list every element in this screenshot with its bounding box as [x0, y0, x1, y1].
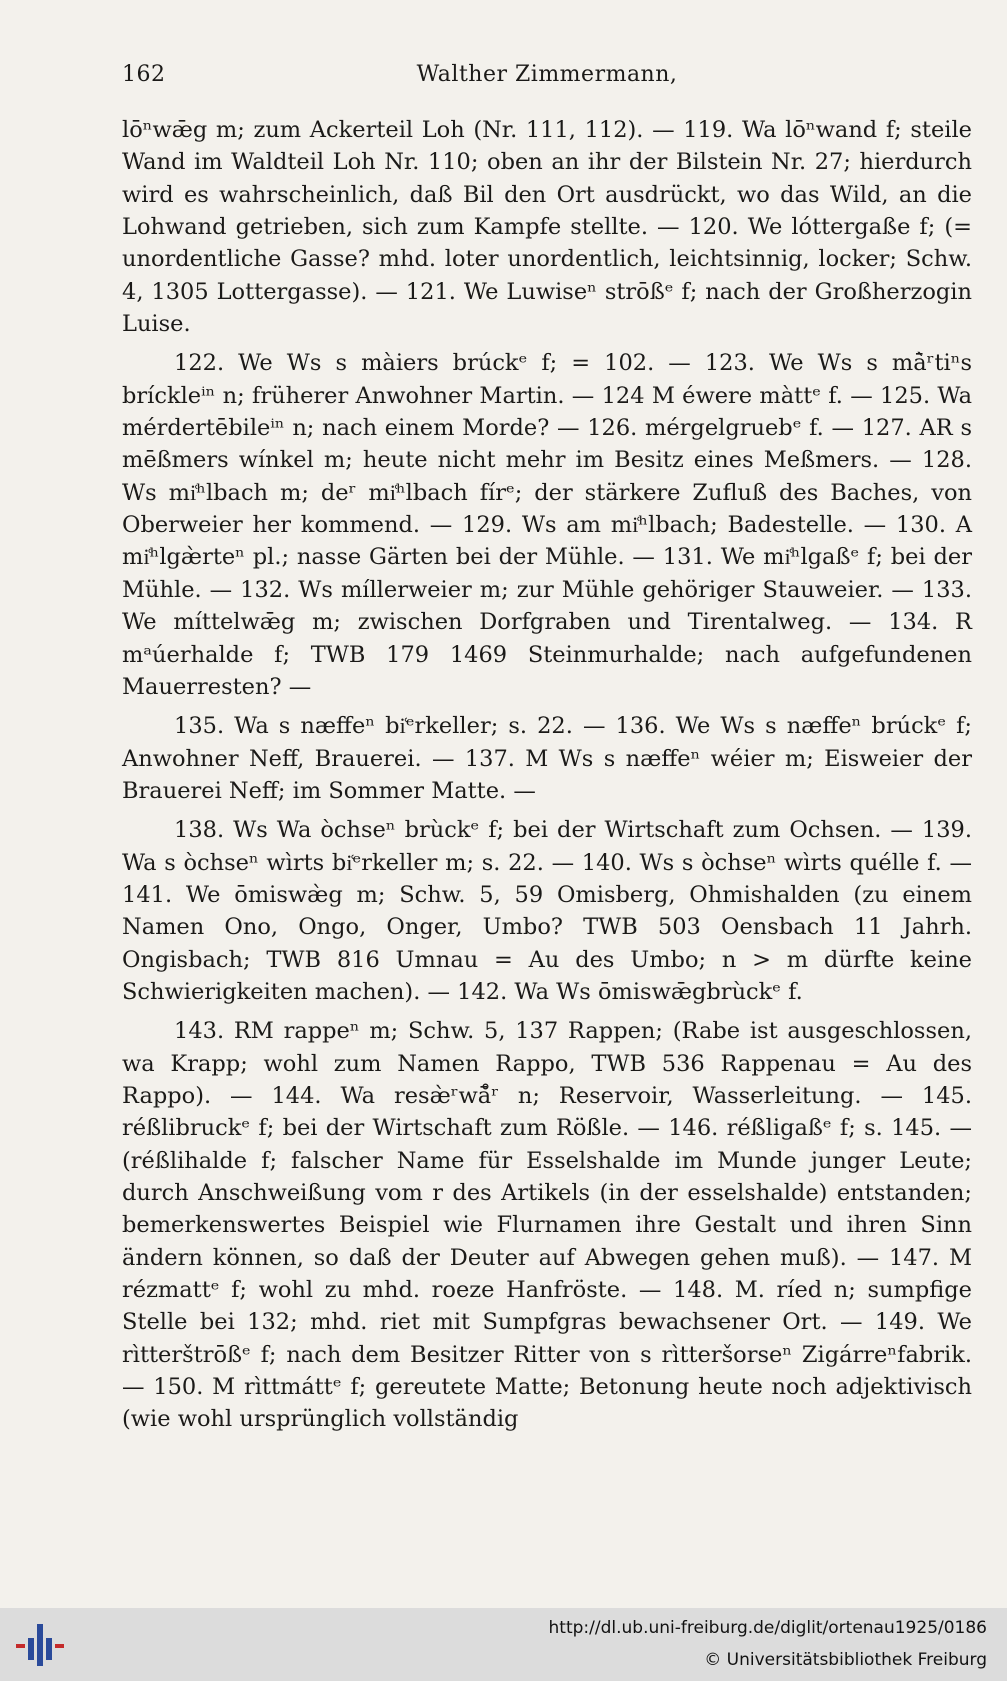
- source-url-link[interactable]: http://dl.ub.uni-freiburg.de/diglit/ortenau1925/0186: [548, 1618, 987, 1638]
- body-text: [122, 114, 972, 1436]
- paragraph: lōⁿwǣg m; zum Ackerteil Loh (Nr. 111, 112). — 119. Wa lōⁿwand f; steile Wand im Waldteil Loh Nr. 110; oben an ihr der Bilstein Nr. 27; hierdurch wird es wahrscheinlich, daß Bil den Ort ausdrückt, wo das Wild, an die Lohwand getrieben, sich zum Kampfe stellte. — 120. We lóttergaße f; (= unordentliche Gasse? mhd. loter unordentlich, leichtsinnig, locker; Schw. 4, 1305 Lottergasse). — 121. We Luwiseⁿ strōßᵉ f; nach der Großherzogin Luise.: [122, 117, 972, 338]
- running-head: Walther Zimmermann,: [416, 62, 678, 87]
- copyright-text: © Universitätsbibliothek Freiburg: [704, 1650, 987, 1670]
- paragraph: 143. RM rappeⁿ m; Schw. 5, 137 Rappen; (Rabe ist ausgeschlossen, wa Krapp; wohl zum Namen Rappo, TWB 536 Rappenau = Au des Rappo). — 144. Wa resæ̀ʳwā̊ʳ n; Reservoir, Wasserleitung. — 145. réßlibruckᵉ f; bei der Wirtschaft zum Rößle. — 146. réßligaßᵉ f; s. 145. — (réßlihalde f; falscher Name für Esselshalde im Munde junger Leute; durch Anschweißung vom r des Artikels (in der esselshalde) entstanden; bemerkenswertes Beispiel wie Flurnamen ihre Gestalt und ihren Sinn ändern können, so daß der Deuter auf Abwegen gehen muß). — 147. M rézmattᵉ f; wohl zu mhd. roeze Hanfröste. — 148. M. ríed n; sumpfige Stelle bei 132; mhd. riet mit Sumpfgras bewachsener Ort. — 149. We rìtterštrōßᵉ f; nach dem Besitzer Ritter von s rìtteršorseⁿ Zigárreⁿfabrik. — 150. M rìttmáttᵉ f; gereutete Matte; Betonung heute noch adjektivisch (wie wohl ursprünglich vollständig: [122, 1018, 972, 1433]
- ub-freiburg-logo-icon: [16, 1622, 66, 1668]
- viewer-footer: [0, 1608, 1007, 1681]
- paragraph: 135. Wa s næffeⁿ bi͑ᵉrkeller; s. 22. — 136. We Ws s næffeⁿ brúckᵉ f; Anwohner Neff, Brauerei. — 137. M Ws s næffeⁿ wéier m; Eisweier der Brauerei Neff; im Sommer Matte. —: [122, 713, 972, 804]
- page-number: 162: [122, 62, 166, 87]
- paragraph: 138. Ws Wa òchseⁿ brùckᵉ f; bei der Wirtschaft zum Ochsen. — 139. Wa s òchseⁿ wìrts bi͑ᵉrkeller m; s. 22. — 140. Ws s òchseⁿ wìrts quélle f. — 141. We ōmiswæ̀g m; Schw. 5, 59 Omisberg, Ohmishalden (zu einem Namen Ono, Ongo, Onger, Umbo? TWB 503 Oensbach 11 Jahrh. Ongisbach; TWB 816 Umnau = Au des Umbo; n > m dürfte keine Schwierigkeiten machen). — 142. Wa Ws ōmiswǣgbrùckᵉ f.: [122, 817, 972, 1005]
- paragraph: 122. We Ws s màiers brúckᵉ f; = 102. — 123. We Ws s mā̀ʳtiⁿs bríckleⁱⁿ n; früherer Anwohner Martin. — 124 M éwere màttᵉ f. — 125. Wa mérdertēbileⁱⁿ n; nach einem Morde? — 126. mérgelgruebᵉ f. — 127. AR s mēßmers wínkel m; heute nicht mehr im Besitz eines Meßmers. — 128. Ws mi͑ʰlbach m; deʳ mi͑ʰlbach fírᵉ; der stärkere Zufluß des Baches, von Oberweier her kommend. — 129. Ws am mi͑ʰlbach; Badestelle. — 130. A mi͑ʰlgæ̀rteⁿ pl.; nasse Gärten bei der Mühle. — 131. We mi͑ʰlgaßᵉ f; bei der Mühle. — 132. Ws míllerweier m; zur Mühle gehöriger Stauweier. — 133. We míttelwǣg m; zwischen Dorfgraben und Tirentalweg. — 134. R mᵃúerhalde f; TWB 179 1469 Steinmurhalde; nach aufgefundenen Mauerresten? —: [122, 350, 972, 700]
- page-header: [122, 62, 972, 98]
